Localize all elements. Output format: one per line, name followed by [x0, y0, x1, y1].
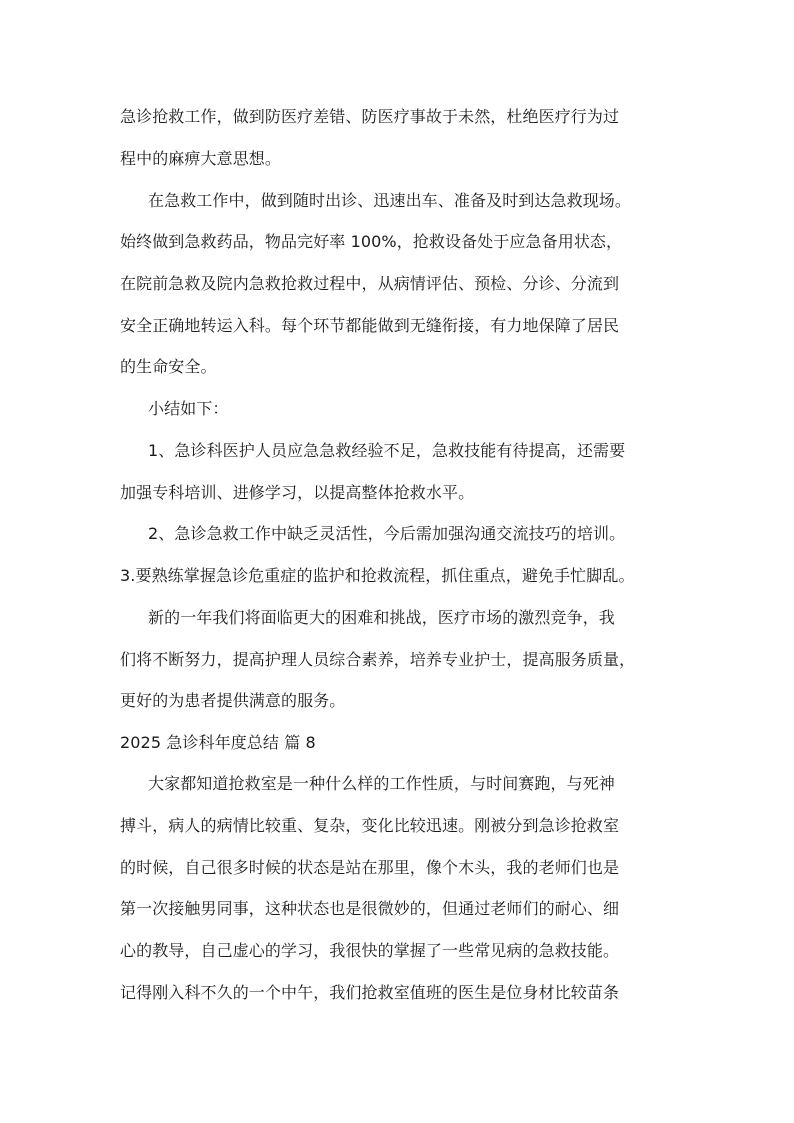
paragraph-line: 加强专科培训、进修学习，以提高整体抢救水平。 — [120, 483, 475, 502]
paragraph-line: 更好的为患者提供满意的服务。 — [120, 691, 346, 710]
list-item: 2、急诊急救工作中缺乏灵活性，今后需加强沟通交流技巧的培训。 — [148, 524, 626, 543]
paragraph-line: 在院前急救及院内急救抢救过程中，从病情评估、预检、分诊、分流到 — [120, 274, 620, 293]
paragraph-line: 的时候，自己很多时候的状态是站在那里，像个木头，我的老师们也是 — [120, 858, 620, 877]
paragraph-line: 搏斗，病人的病情比较重、复杂，变化比较迅速。刚被分到急诊抢救室 — [120, 816, 620, 835]
paragraph-line: 在急救工作中，做到随时出诊、迅速出车、准备及时到达急救现场。 — [148, 191, 632, 210]
section-heading: 2025 急诊科年度总结 篇 8 — [120, 733, 316, 752]
paragraph-line: 始终做到急救药品，物品完好率 100%，抢救设备处于应急备用状态， — [120, 232, 623, 251]
paragraph-line: 的生命安全。 — [120, 357, 217, 376]
paragraph-line: 新的一年我们将面临更大的困难和挑战，医疗市场的激烈竞争，我 — [148, 608, 615, 627]
paragraph-line: 程中的麻痹大意思想。 — [120, 149, 282, 168]
paragraph-line: 第一次接触男同事，这种状态也是很微妙的，但通过老师们的耐心、细 — [120, 899, 620, 918]
paragraph-line: 大家都知道抢救室是一种什么样的工作性质，与时间赛跑，与死神 — [148, 774, 615, 793]
paragraph-line: 心的教导，自己虚心的学习，我很快的掌握了一些常见病的急救技能。 — [120, 941, 620, 960]
list-item: 3.要熟练掌握急诊危重症的监护和抢救流程，抓住重点，避免手忙脚乱。 — [120, 566, 635, 585]
paragraph-line: 们将不断努力，提高护理人员综合素养，培养专业护士，提高服务质量， — [120, 650, 636, 669]
list-item: 1、急诊科医护人员应急急救经验不足，急救技能有待提高，还需要 — [148, 441, 626, 460]
paragraph-line: 急诊抢救工作，做到防医疗差错、防医疗事故于未然，杜绝医疗行为过 — [120, 107, 620, 126]
paragraph-line: 小结如下： — [148, 399, 229, 418]
paragraph-line: 安全正确地转运入科。每个环节都能做到无缝衔接，有力地保障了居民 — [120, 316, 620, 335]
paragraph-line: 记得刚入科不久的一个中午，我们抢救室值班的医生是位身材比较苗条 — [120, 983, 620, 1002]
